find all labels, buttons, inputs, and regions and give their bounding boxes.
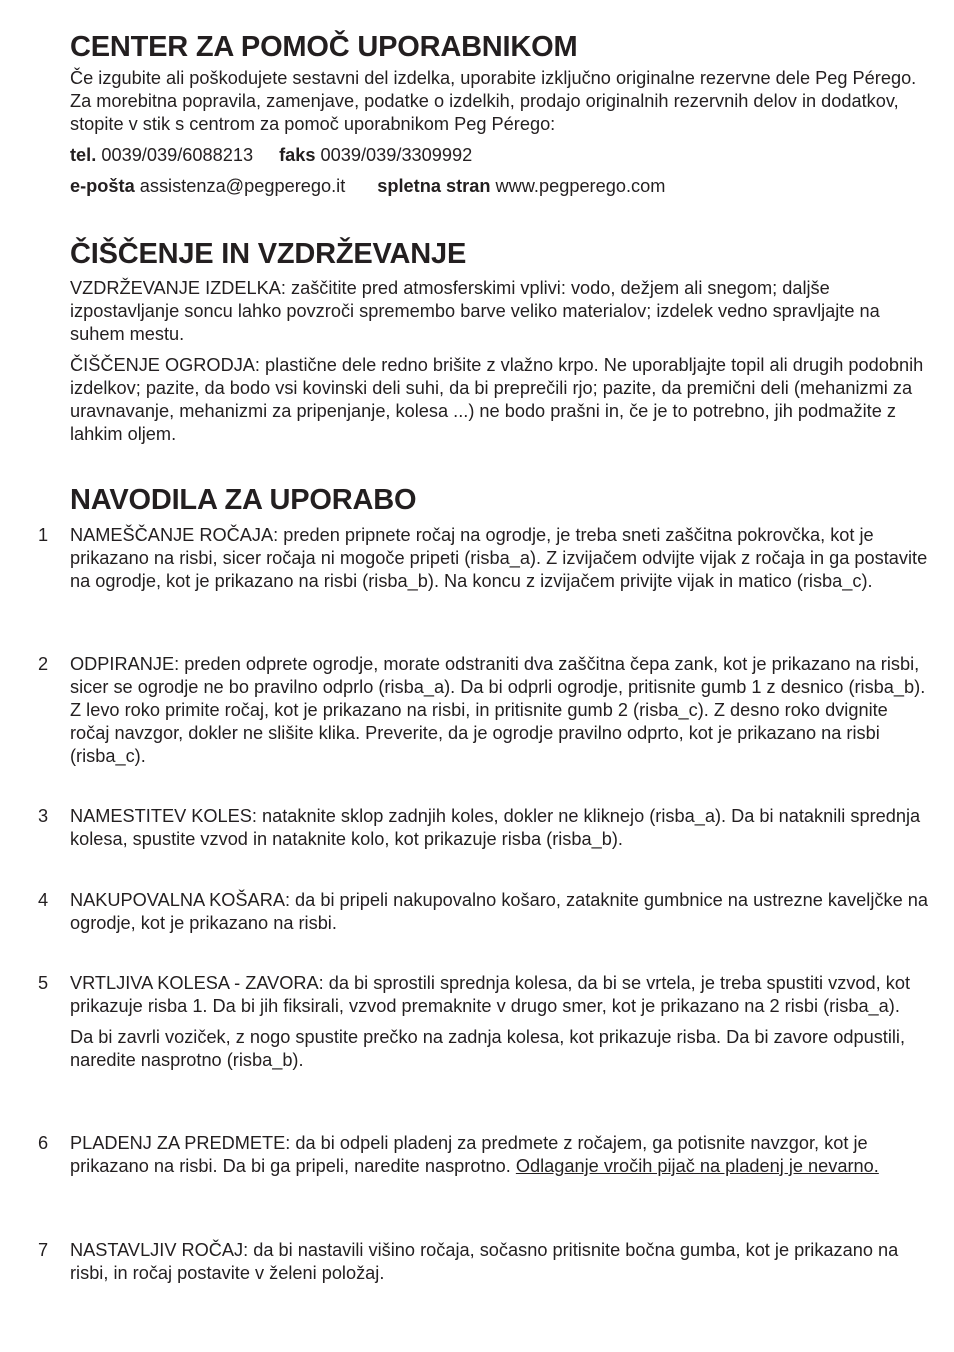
item-text: ODPIRANJE: preden odprete ogrodje, morate odstraniti dva zaščitna čepa zank, kot je prikazano na risbi, sicer se ogrodje ne bo pravilno odprlo (risba_a). Da bi odprli ogrodje, pritisnite gumb 1 z desnico (risba_b). Z levo roko primite ročaj, kot je prikazano na risbi, in pritisnite gumb 2 (risba_c). Z desno roko dvignite ročaj navzgor, dokler ne slišite klika. Preverite, da je ogrodje pravilno odprto, kot je prikazano na risbi (risba_c). [70,654,926,766]
cleaning-section [70,237,930,446]
fax-pair [279,144,472,167]
contact-email-row [70,175,930,198]
item-text-main: PLADENJ ZA PREDMETE: da bi odpeli pladenj za predmete z ročajem, ga potisnite navzgor, kot je prikazano na risbi. Da bi ga pripeli, naredite nasprotno. [70,1133,868,1176]
item-number: 5 [38,973,49,993]
phone-label: tel. [70,145,97,165]
item-number: 1 [38,525,49,545]
web-value[interactable]: www.pegperego.com [495,176,666,196]
item-text-continued: Da bi zavrli voziček, z nogo spustite prečko na zadnja kolesa, kot prikazuje risba. Da bi zavore odpustili, naredite nasprotno (risba_b). [70,1027,906,1070]
item-text: VRTLJIVA KOLESA - ZAVORA: da bi sprostili sprednja kolesa, da bi se vrtela, je treba spustiti vzvod, kot prikazuje risba 1. Da bi jih fiksirali, vzvod premaknite v drugo smer, kot je prikazano na 2 risbi (risba_a). [70,973,911,1016]
instructions-section [70,483,930,517]
phone-pair [70,144,253,167]
cleaning-title: ČIŠČENJE IN VZDRŽEVANJE [70,238,467,270]
web-pair [377,175,665,198]
item-number: 4 [38,890,49,910]
item-number: 2 [38,654,49,674]
phone-value: 0039/039/6088213 [101,145,254,165]
item-text: NASTAVLJIV ROČAJ: da bi nastavili višino ročaja, sočasno pritisnite bočna gumba, kot je prikazano na risbi, in ročaj postavite v želeni položaj. [70,1240,899,1283]
web-label: spletna stran [377,176,491,196]
instructions-title: NAVODILA ZA UPORABO [70,484,417,516]
cleaning-maintenance-text: VZDRŽEVANJE IZDELKA: zaščitite pred atmosferskimi vplivi: vodo, dežjem ali snegom; daljše izpostavljanje soncu lahko povzroči spremembo barve veliko materialov; izdelek vedno spravljajte na suhem mestu. [70,278,880,344]
email-label: e-pošta [70,176,135,196]
warning-text: Odlaganje vročih pijač na pladenj je nevarno. [515,1156,879,1176]
support-section [70,30,930,198]
contact-phone-row [70,144,930,167]
support-text: Če izgubite ali poškodujete sestavni del izdelka, uporabite izključno originalne rezervne dele Peg Pérego. Za morebitna popravila, zamenjave, podatke o izdelkih, prodajo originalnih rezervnih delov in dodatkov, stopite v stik s centrom za pomoč uporabnikom Peg Pérego: [70,68,917,134]
cleaning-frame-text: ČIŠČENJE OGRODJA: plastične dele redno brišite z vlažno krpo. Ne uporabljajte topil ali drugih podobnih izdelkov; pazite, da bodo vsi kovinski deli suhi, da bi preprečili rjo; pazite, da premični deli (mehanizmi za uravnavanje, mehanizmi za pripenjanje, kolesa ...) ne bodo prašni in, če je to potrebno, jih podmažite z lahkim oljem. [70,355,924,444]
item-text: NAKUPOVALNA KOŠARA: da bi pripeli nakupovalno košaro, zataknite gumbnice na ustrezne kaveljčke na ogrodje, kot je prikazano na risbi. [70,890,928,933]
email-pair [70,175,345,198]
support-title: CENTER ZA POMOČ UPORABNIKOM [70,31,578,63]
item-text: NAMESTITEV KOLES: nataknite sklop zadnjih koles, dokler ne kliknejo (risba_a). Da bi nataknili sprednja kolesa, spustite vzvod in nataknite kolo, kot prikazuje risba (risba_b). [70,806,921,849]
item-text: NAMEŠČANJE ROČAJA: preden pripnete ročaj na ogrodje, je treba sneti zaščitna pokrovčka, kot je prikazano na risbi, sicer ročaja ni mogoče pripeti (risba_a). Z izvijačem odvijte vijak z ročaja in ga postavite na ogrodje, kot je prikazano na risbi (risba_b). Na koncu z izvijačem privijte vijak in matico (risba_c). [70,525,928,591]
item-text [70,1132,928,1178]
fax-label: faks [279,145,316,165]
email-value[interactable]: assistenza@pegperego.it [139,176,346,196]
item-number: 6 [38,1133,49,1153]
item-number: 3 [38,806,49,826]
fax-value: 0039/039/3309992 [320,145,473,165]
item-number: 7 [38,1240,49,1260]
